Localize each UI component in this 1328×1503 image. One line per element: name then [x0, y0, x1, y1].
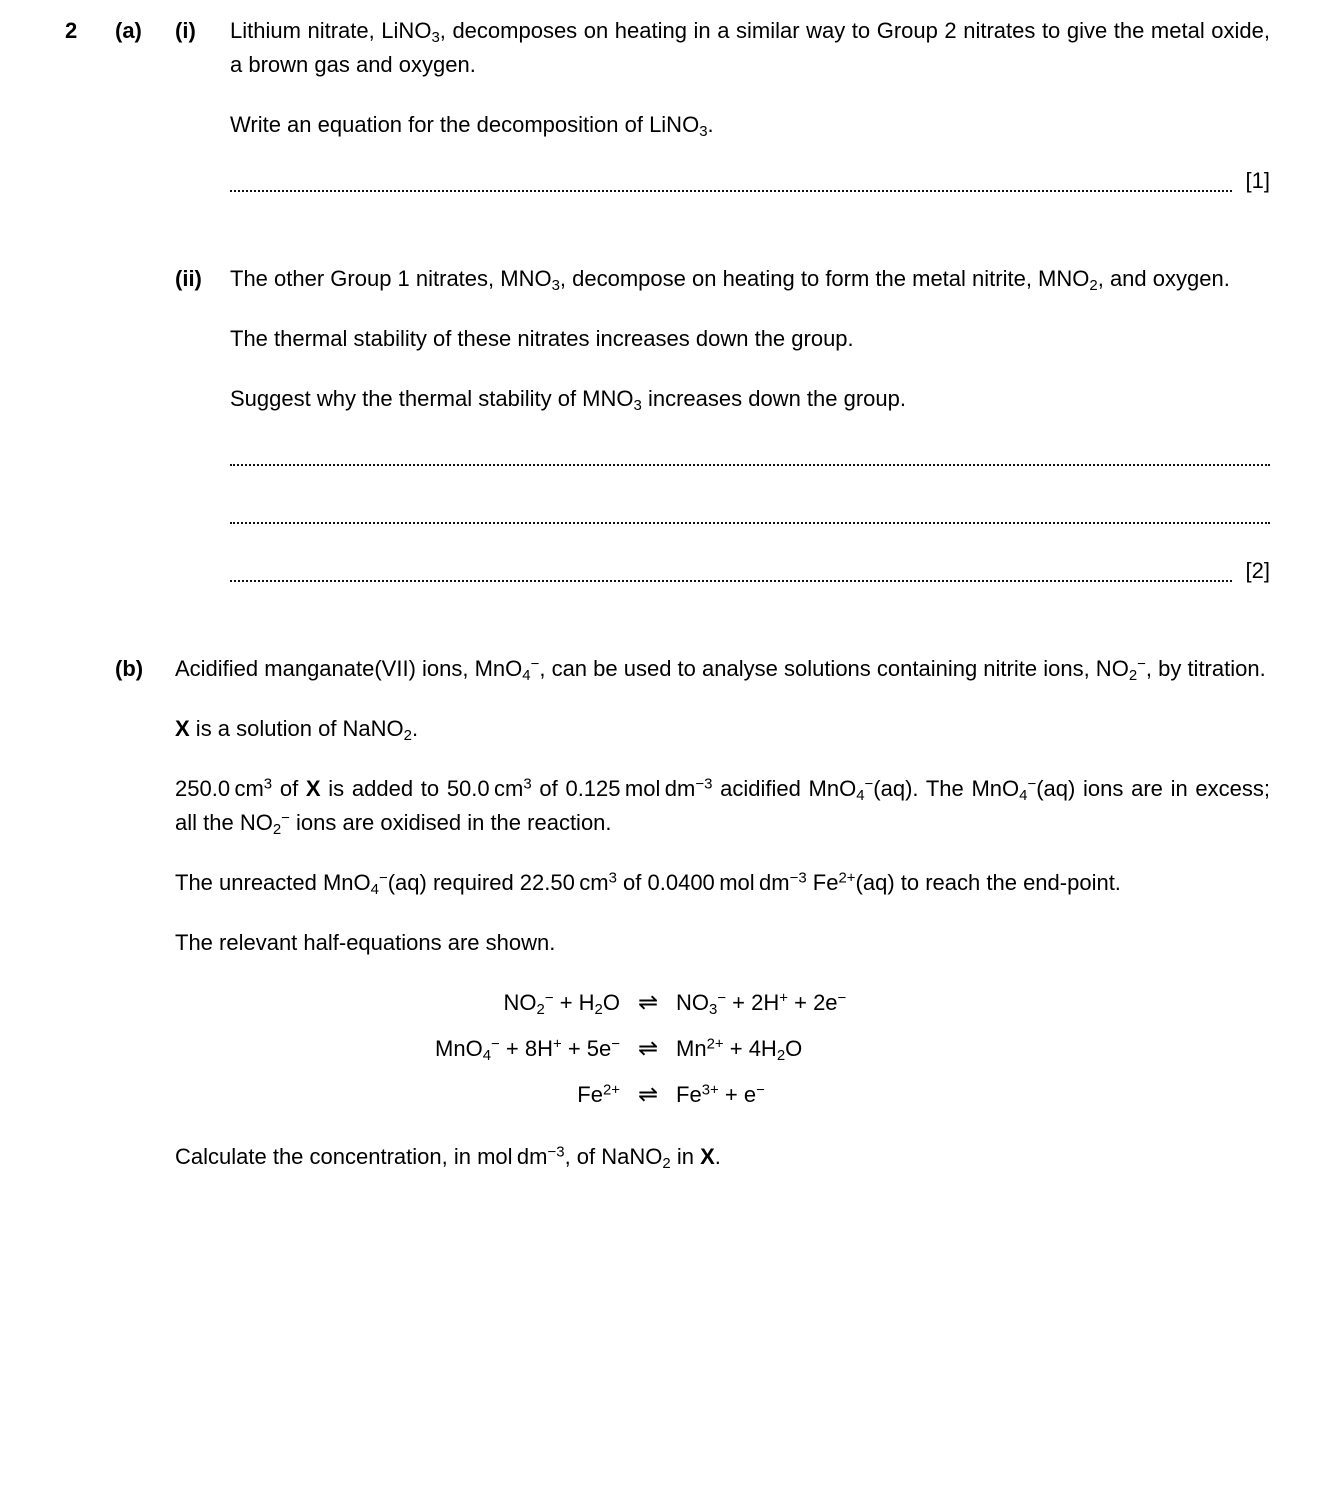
a-ii-intro-text: The other Group 1 nitrates, $MNO_3$, decompose on heating to form the metal nitrite, $MNO_2$, and oxygen. [230, 266, 1230, 295]
equation-rhs: $Fe^{3+} + e^-$ [676, 1081, 765, 1107]
equation-rhs: $NO_3^- + 2H^+ + 2e^-$ [676, 989, 847, 1019]
a-ii-statement-text: The thermal stability of these nitrates increases down the group. [230, 326, 854, 351]
dotted-answer-rule [230, 522, 1270, 524]
dotted-answer-rule [230, 580, 1232, 582]
a-ii-task-text: Suggest why the thermal stability of $MNO_3$ increases down the group. [230, 386, 906, 415]
part-b-label: (b) [115, 656, 144, 681]
equation-lhs: MnO$_4$− + 8H+ + 5e− [435, 1035, 620, 1065]
part-b-content [175, 652, 1270, 1174]
equilibrium-arrow-icon: ⇌ [637, 1081, 659, 1108]
question-2a-i-block [65, 14, 1270, 228]
answer-line [230, 558, 1270, 588]
a-i-intro-text: Lithium nitrate, LiNO$_3$, decomposes on heating in a similar way to Group 2 nitrates to give the metal oxide, a brown gas and oxygen. [230, 18, 1270, 77]
question-2b-block [65, 652, 1270, 1174]
part-a-label: (a) [115, 18, 142, 43]
equation-lhs: $NO_2^- + H_2O$ [503, 989, 620, 1019]
sub-part-ii-content [230, 262, 1270, 618]
sub-part-i-content [230, 14, 1270, 228]
marks-badge: [1] [1245, 168, 1270, 193]
half-equation-row [175, 1032, 1270, 1066]
b-solution-statement: X is a solution of NaNO$_2$. [175, 716, 419, 745]
answer-line [230, 168, 1270, 198]
b-task-text: Calculate the concentration, in mol $dm^{-3}$, of NaNO$_2$ in X. [175, 1143, 721, 1173]
marks-badge: [2] [1245, 558, 1270, 583]
half-equations-list [175, 986, 1270, 1112]
equation-rhs: $Mn^{2+} + 4H_2O$ [676, 1035, 803, 1065]
sub-part-i-label: (i) [175, 18, 196, 43]
b-half-equations-intro: The relevant half-equations are shown. [175, 930, 556, 955]
equation-lhs: $Fe^{2+}$ [577, 1081, 620, 1107]
answer-line [230, 442, 1270, 472]
dotted-answer-rule [230, 464, 1270, 466]
dotted-answer-rule [230, 190, 1232, 192]
answer-line [230, 500, 1270, 530]
half-equation-row [175, 986, 1270, 1020]
equilibrium-arrow-icon: ⇌ [637, 989, 659, 1016]
equilibrium-arrow-icon: ⇌ [637, 1035, 659, 1062]
b-intro-text: Acidified manganate(VII) ions, MnO$_4$−, can be used to analyse solutions containing nitrite ions, $NO_2^-$, by titration. [175, 655, 1266, 685]
b-details-2: The unreacted MnO$_4$−(aq) required 22.50 $cm^3$ of 0.0400 mol $dm^{-3}$ $Fe^{2+}(aq)$ to reach the end-point. [175, 869, 1121, 899]
a-i-task-text: Write an equation for the decomposition of LiNO$_3$. [230, 112, 714, 141]
b-details-1: 250.0 $cm^3$ of X is added to 50.0 $cm^3$ of 0.125 mol $dm^{-3}$ acidified MnO$_4$−(aq). The MnO$_4$−(aq) ions are in excess; all the $NO_2^-$ ions are oxidised in the reaction. [175, 775, 1270, 839]
question-2a-ii-block [65, 262, 1270, 618]
question-number: 2 [65, 18, 78, 43]
half-equation-row [175, 1078, 1270, 1112]
sub-part-ii-label: (ii) [175, 266, 202, 291]
